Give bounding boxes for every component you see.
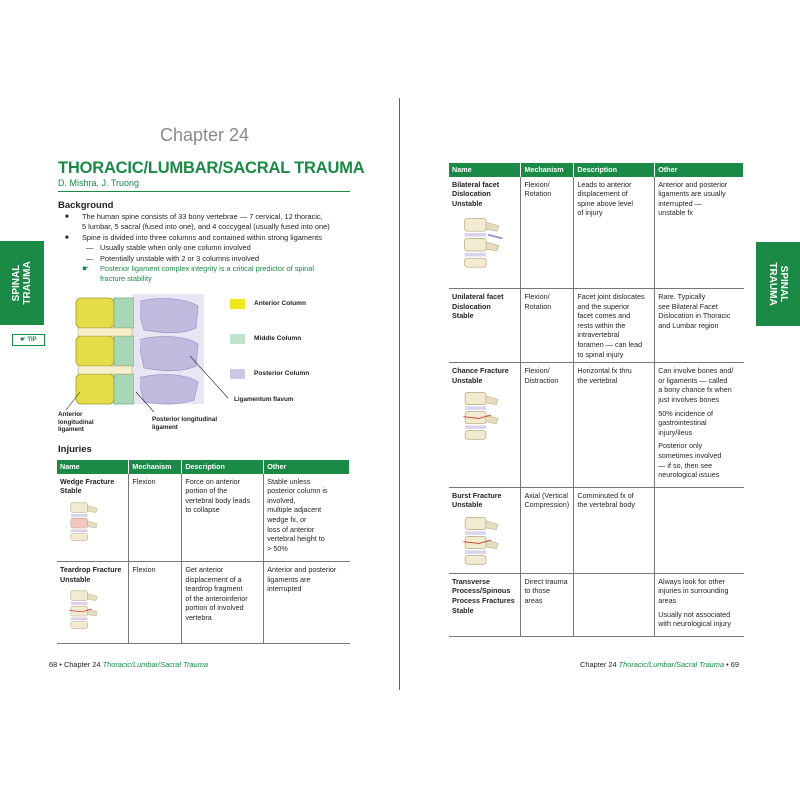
label-anterior-longitudinal-ligament: Anterior longitudinal ligament [58, 411, 94, 433]
col-header-mechanism: Mechanism [129, 460, 182, 474]
background-list [62, 212, 362, 285]
mechanism-cell: Flexion [129, 474, 182, 562]
col-header-other: Other [264, 460, 350, 474]
table-row [57, 474, 350, 562]
mechanism-cell: Direct trauma to those areas [521, 573, 574, 636]
mechanism-cell: Flexion/ Rotation [521, 289, 574, 363]
tip-hand-icon: ☛ [82, 264, 90, 274]
book-gutter [399, 98, 400, 690]
footer-left: 68 • Chapter 24 Thoracic/Lumbar/Sacral Trauma [49, 660, 209, 669]
col-header-name: Name [449, 163, 521, 177]
injury-name-cell: Bilateral facet Dislocation Unstable [449, 177, 521, 289]
other-cell: Anterior and posterior ligaments are interrupted [264, 562, 350, 644]
side-tab-text: SPINAL TRAUMA [11, 261, 33, 305]
side-tab-text: SPINAL TRAUMA [767, 262, 789, 306]
injury-name-cell: Teardrop Fracture Unstable [57, 562, 129, 644]
bullet-marker: ■ [65, 234, 69, 241]
injury-name-cell: Burst Fracture Unstable [449, 487, 521, 573]
footer-right: Chapter 24 Thoracic/Lumbar/Sacral Trauma • 69 [580, 660, 740, 669]
mechanism-cell: Flexion [129, 562, 182, 644]
table-row [449, 363, 744, 488]
description-cell: Force on anterior portion of the vertebral body leads to collapse [182, 474, 264, 562]
description-cell: Comminuted fx of the vertebral body [574, 487, 655, 573]
authors: D. Mishra, J. Truong [58, 178, 140, 188]
tip-text: ☛ Posterior ligament complex integrity is a critical predictor of spinal [82, 264, 315, 274]
list-item: ■ Spine is divided into three columns and contained within strong ligaments [65, 232, 322, 242]
legend-swatch-posterior [230, 369, 245, 379]
mechanism-cell: Axial (Vertical Compression) [521, 487, 574, 573]
injury-name-cell: Unilateral facet Dislocation Stable [449, 289, 521, 363]
legend-swatch-anterior [230, 299, 245, 309]
bullet-marker: — [86, 243, 94, 253]
table-row [57, 562, 350, 644]
col-header-description: Description [182, 460, 264, 474]
col-header-name: Name [57, 460, 129, 474]
bullet-marker: ■ [65, 214, 69, 220]
other-cell [655, 487, 744, 573]
list-item: ■ The human spine consists of 33 bony vertebrae — 7 cervical, 12 thoracic, [65, 212, 323, 221]
other-cell: Always look for other injuries in surrounding areas Usually not associated with neurological injury [655, 573, 744, 636]
col-header-other: Other [655, 163, 744, 177]
background-heading: Background [58, 200, 114, 211]
description-cell: Horizontal fx thru the vertebral [574, 363, 655, 488]
label-ligamentum-flavum: Ligamentum flavum [234, 396, 294, 403]
list-item: — Potentially unstable with 2 or 3 columns involved [86, 253, 259, 263]
list-item: — Usually stable when only one column involved [86, 243, 251, 253]
description-cell: Get anterior displacement of a teardrop fragment of the anteroinferior portion of involved vertebra [182, 562, 264, 644]
description-cell [574, 573, 655, 636]
other-cell: Rare. Typically see Bilateral Facet Dislocation in Thoracic and Lumbar region [655, 289, 744, 363]
mechanism-cell: Flexion/ Distraction [521, 363, 574, 488]
legend-middle-column: Middle Column [254, 335, 302, 342]
injuries-table-right [449, 163, 744, 637]
injuries-table-left [57, 460, 350, 644]
injury-name-cell: Transverse Process/Spinous Process Fractures Stable [449, 573, 521, 636]
description-cell: Leads to anterior displacement of spine above level of injury [574, 177, 655, 289]
legend-posterior-column: Posterior Column [254, 370, 310, 377]
other-cell: Anterior and posterior ligaments are usually interrupted — unstable fx [655, 177, 744, 289]
tip-hand-icon: ☛ [20, 337, 28, 343]
injury-name-cell: Chance Fracture Unstable [449, 363, 521, 488]
vertebra-fracture-illustration [452, 514, 506, 566]
table-header-row [449, 163, 744, 177]
table-row [449, 289, 744, 363]
other-cell: Stable unless posterior column is involved, multiple adjacent wedge fx, or loss of anterior vertebral height to > 50% [264, 474, 350, 562]
vertebra-fracture-illustration [60, 588, 104, 630]
injury-name-cell: Wedge Fracture Stable [57, 474, 129, 562]
list-item: 5 lumbar, 5 sacral (fused into one), and 4 coccygeal (usually fused into one) [82, 222, 330, 232]
chapter-title: THORACIC/LUMBAR/SACRAL TRAUMA [58, 159, 365, 177]
side-tab-left [0, 241, 44, 325]
col-header-mechanism: Mechanism [521, 163, 574, 177]
legend-anterior-column: Anterior Column [254, 300, 307, 307]
bullet-marker: — [86, 253, 94, 263]
vertebra-fracture-illustration [60, 500, 104, 542]
table-header-row [57, 460, 350, 474]
mechanism-cell: Flexion/ Rotation [521, 177, 574, 289]
legend-swatch-middle [230, 334, 245, 344]
other-cell: Can involve bones and/ or ligaments — called a bony chance fx when just involves bones 50% incidence of gastrointestinal injury/ileus Posterior only sometimes involved — if so, then see neurological issues [655, 363, 744, 488]
vertebra-fracture-illustration [452, 389, 506, 441]
description-cell: Facet joint dislocates and the superior facet comes and rests within the intravertebral foramen — can lead to spinal injury [574, 289, 655, 363]
label-posterior-longitudinal-ligament: Posterior longitudinal ligament [152, 416, 218, 431]
injuries-heading: Injuries [58, 444, 92, 455]
col-header-description: Description [574, 163, 655, 177]
table-row [449, 573, 744, 636]
chapter-label: Chapter 24 [160, 125, 250, 145]
tip-text: fracture stability [100, 274, 152, 284]
table-row [449, 177, 744, 289]
title-rule [58, 191, 350, 192]
vertebra-fracture-illustration [452, 212, 506, 272]
tip-badge: ☛ TIP [12, 334, 45, 346]
side-tab-right [756, 242, 800, 326]
spine-column-illustration [58, 292, 258, 412]
table-row [449, 487, 744, 573]
